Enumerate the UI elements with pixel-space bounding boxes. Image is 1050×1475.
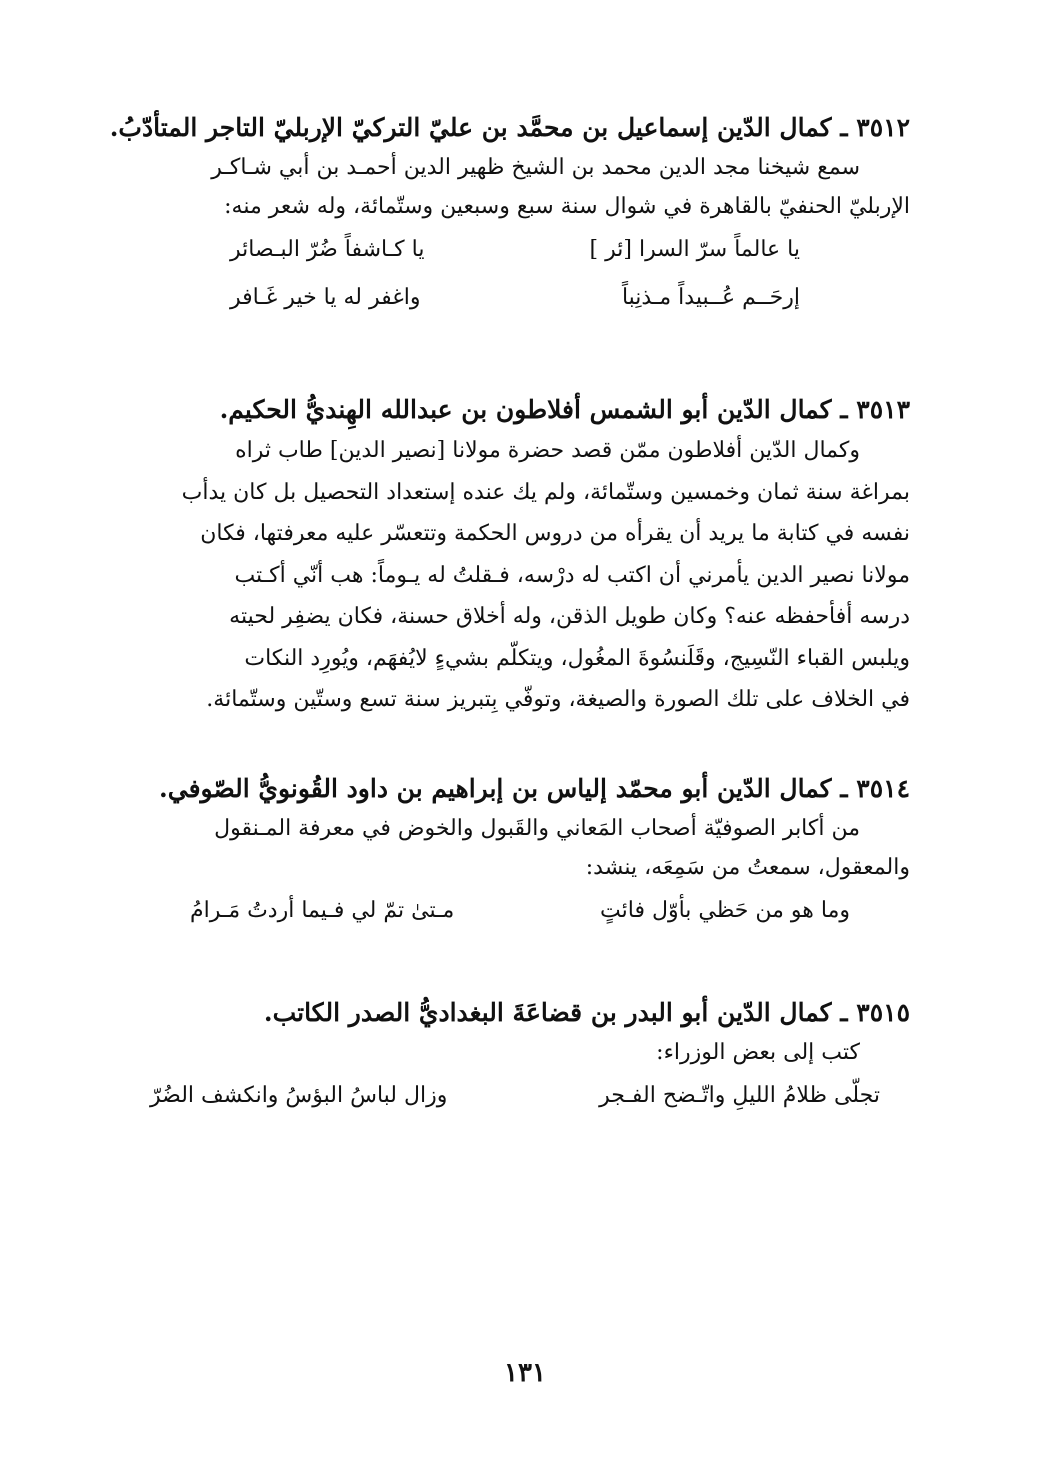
text-line: الإربليّ الحنفيّ بالقاهرة في شوال سنة سبع وسبعين وستّمائة، وله شعر منه: [224,194,910,219]
entry-3513 [150,390,910,721]
entry-3515 [150,993,910,1120]
verse-right-hemistich: وما هو من حَظي بأوّل فائتٍ [600,897,850,923]
text-line: سمع شيخنا مجد الدين محمد بن الشيخ ظهير الدين أحمـد بن أبي شـاكـر [211,155,860,180]
entry-3514 [150,769,910,935]
verse-right-hemistich: يا عالماً سرّ السرا [ئر ] [589,237,800,262]
page-number: ١٣١ [504,1358,546,1388]
entry-title: ٣٥١٣ ـ كمال الدّين أبو الشمس أفلاطون بن عبدالله الهِنديُّ الحكيم. [219,395,910,424]
text-line: وكمال الدّين أفلاطون ممّن قصد حضرة مولانا [نصير الدين] طاب ثراه [235,438,860,463]
text-line: بمراغة سنة ثمان وخمسين وستّمائة، ولم يك عنده إستعداد التحصيل بل كان يدأب [181,479,910,505]
entry-3512 [109,108,910,322]
text-line: في الخلاف على تلك الصورة والصيغة، وتوفّي بِتبريز سنة تسع وستّين وستّمائة. [206,687,910,712]
verse-right-hemistich: تجلّى ظلامُ الليلِ واتّـضح الفـجر [599,1082,880,1108]
verse-left-hemistich: واغفر له يا خير غَـافر [230,285,421,310]
text-line: مولانا نصير الدين يأمرني أن اكتب له درْسه، فـقلتُ له يـوماً: هب أنّي أكـتب [234,562,910,588]
verse-line [150,887,910,935]
text-line: نفسه في كتابة ما يريد أن يقرأه من دروس الحكمة وتتعسّر عليه معرفتها، فكان [200,521,910,546]
text-line: من أكابر الصوفيّة أصحاب المَعاني والقَبول والخوض في معرفة المـنقول [214,815,860,841]
entry-title: ٣٥١٥ ـ كمال الدّين أبو البدر بن قضاعَةَ البغداديُّ الصدر الكاتب. [263,997,910,1027]
verse-line [150,226,910,274]
verse-left-hemistich: مـتىٰ تمّ لي فـيما أردتُ مَـرامُ [190,897,455,923]
verse-right-hemistich: إرحَــم عُــبيداً مـذنِباً [621,285,800,310]
page-body [109,108,910,1120]
text-line: والمعقول، سمعتُ من سَمِعَه، ينشد: [585,854,910,880]
entry-title: ٣٥١٢ ـ كمال الدّين إسماعيل بن محمَّد بن عليّ التركيّ الإربليّ التاجر المتأدّبُ. [109,113,910,142]
verse-line [150,274,910,322]
verse-left-hemistich: يا كـاشفاً ضُرّ البـصائر [230,237,425,262]
verse-line [150,1072,910,1120]
text-line: ويلبس القباء النّسِيج، وقَلَنسُوةَ المغُول، ويتكلّم بشيءٍ لايُفهَم، ويُورِد النكات [244,645,910,671]
verse-left-hemistich: وزال لباسُ البؤسُ وانكشف الضُرّ [150,1082,448,1108]
text-line: كتب إلى بعض الوزراء: [656,1039,860,1065]
text-line: درسه أفأحفظه عنه؟ وكان طويل الذقن، وله أخلاق حسنة، فكان يضفِر لحيته [229,604,910,629]
entry-title: ٣٥١٤ ـ كمال الدّين أبو محمّد إلياس بن إبراهيم بن داود القُونويُّ الصّوفي. [159,773,910,803]
